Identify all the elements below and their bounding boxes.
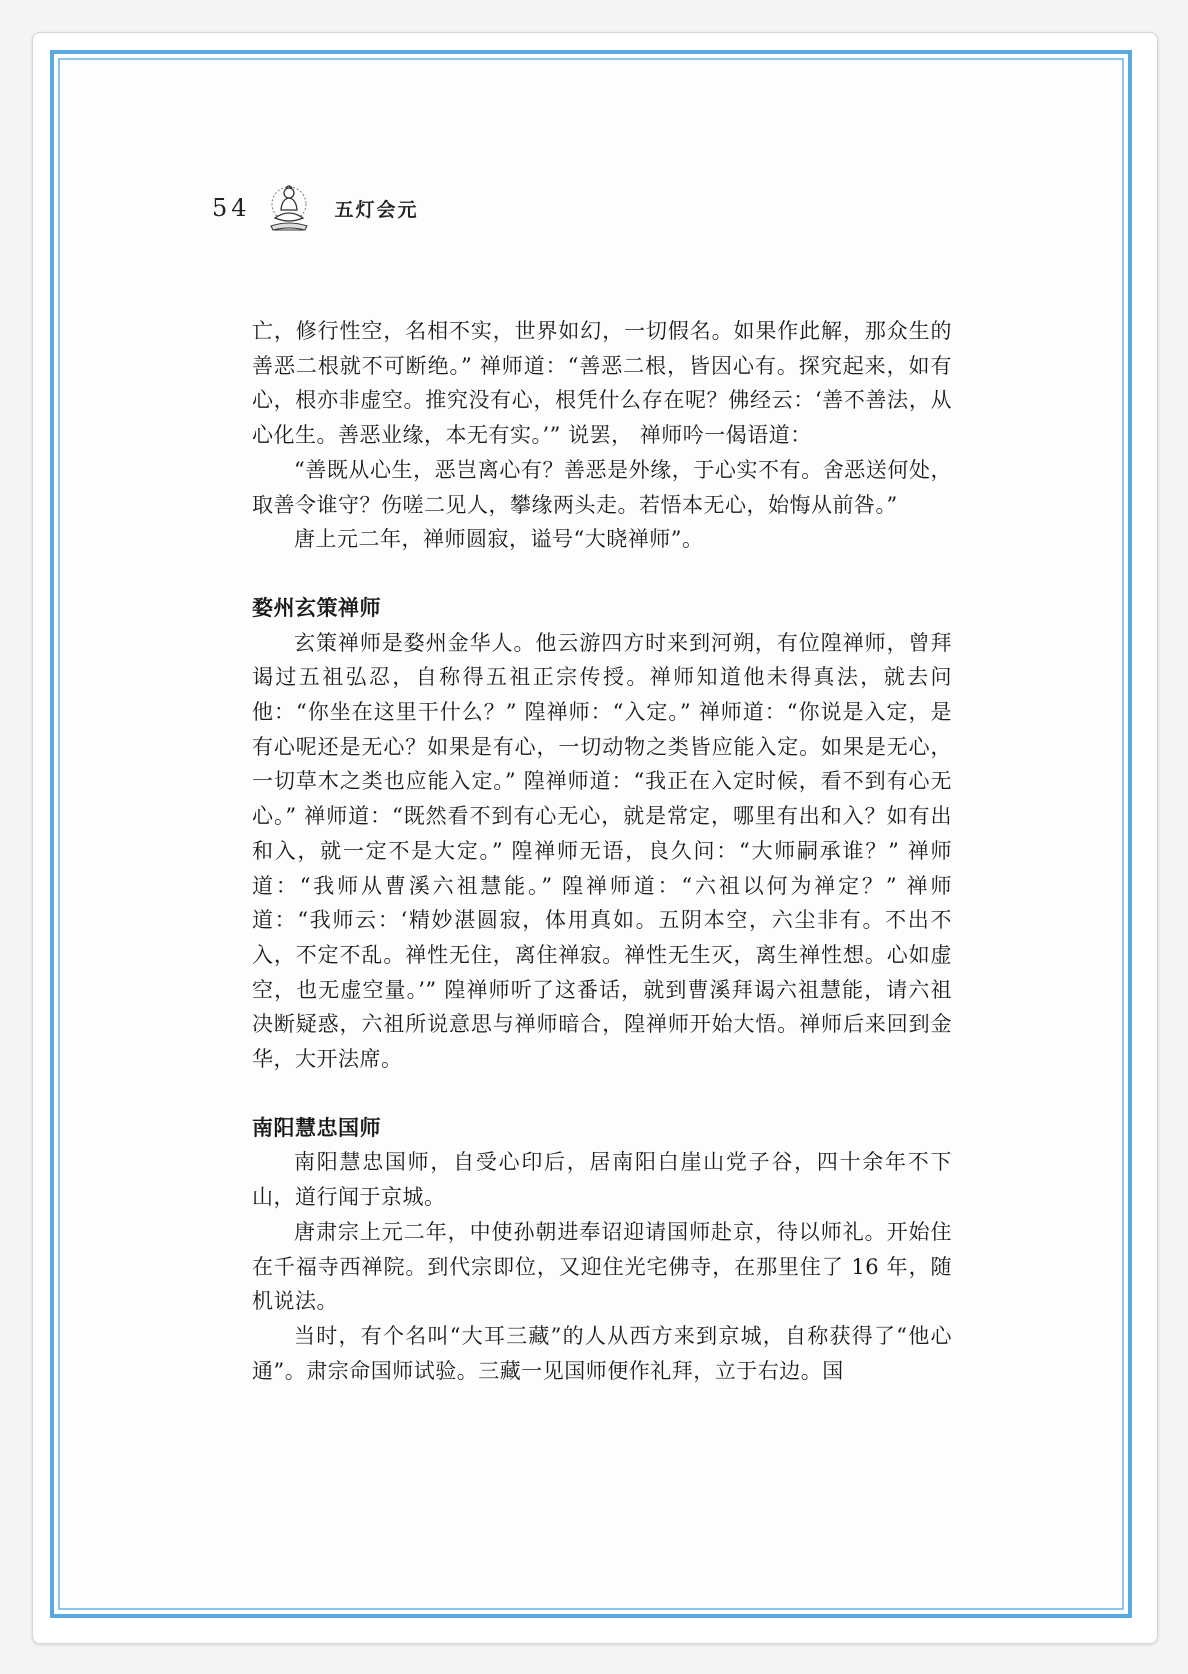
main-text: [252, 314, 952, 1388]
book-title: 五灯会元: [334, 198, 419, 221]
section-title: 南阳慧忠国师: [252, 1114, 381, 1140]
running-head: [212, 178, 419, 238]
section-gap: [252, 557, 952, 591]
paragraph: 玄策禅师是婺州金华人。他云游四方时来到河朔，有位隍禅师，曾拜谒过五祖弘忍，自称得五祖正宗传授。禅师知道他未得真法，就去问他：“你坐在这里干什么？” 隍禅师：“入定。” 禅师道：“你说是入定，是有心呢还是无心？如果是有心，一切动物之类皆应能入定。如果是无心，一切草木之类也应能入定。” 隍禅师道：“我正在入定时候，看不到有心无心。” 禅师道：“既然看不到有心无心，就是常定，哪里有出和入？如有出和入，就一定不是大定。” 隍禅师无语，良久问：“大师嗣承谁？” 禅师道：“我师从曹溪六祖慧能。” 隍禅师道：“六祖以何为禅定？” 禅师道：“我师云：‘精妙湛圆寂，体用真如。五阴本空，六尘非有。不出不入，不定不乱。禅性无住，离住禅寂。禅性无生灭，离生禅性想。心如虚空，也无虚空量。’” 隍禅师听了这番话，就到曹溪拜谒六祖慧能，请六祖决断疑惑，六祖所说意思与禅师暗合，隍禅师开始大悟。禅师后来回到金华，大开法席。: [252, 630, 952, 1072]
verse-paragraph: “善既从心生，恶岂离心有？善恶是外缘，于心实不有。舍恶送何处，取善令谁守？伤嗟二见人，攀缘两头走。若悟本无心，始悔从前咎。”: [252, 457, 952, 517]
paragraph: 亡，修行性空，名相不实，世界如幻，一切假名。如果作此解，那众生的善恶二根就不可断绝。” 禅师道：“善恶二根，皆因心有。探究起来，如有心，根亦非虚空。推究没有心，根凭什么存在呢？佛经云：‘善不善法，从心化生。善恶业缘，本无有实。’” 说罢， 禅师吟一偈语道：: [252, 319, 952, 448]
paragraph: 唐肃宗上元二年，中使孙朝进奉诏迎请国师赴京，待以师礼。开始住在千福寺西禅院。到代宗即位，又迎住光宅佛寺，在那里住了 16 年，随机说法。: [252, 1219, 952, 1314]
page-number: 54: [212, 194, 251, 222]
section-title: 婺州玄策禅师: [252, 594, 381, 620]
paragraph: 南阳慧忠国师，自受心印后，居南阳白崖山党子谷，四十余年不下山，道行闻于京城。: [252, 1150, 952, 1210]
section-gap: [252, 1077, 952, 1111]
paragraph: 当时，有个名叫“大耳三藏”的人从西方来到京城，自称获得了“他心通”。肃宗命国师试验。三藏一见国师便作礼拜，立于右边。国: [252, 1323, 952, 1383]
paragraph: 唐上元二年，禅师圆寂，谥号“大晓禅师”。: [294, 527, 704, 552]
seated-buddha-icon: [265, 180, 313, 236]
